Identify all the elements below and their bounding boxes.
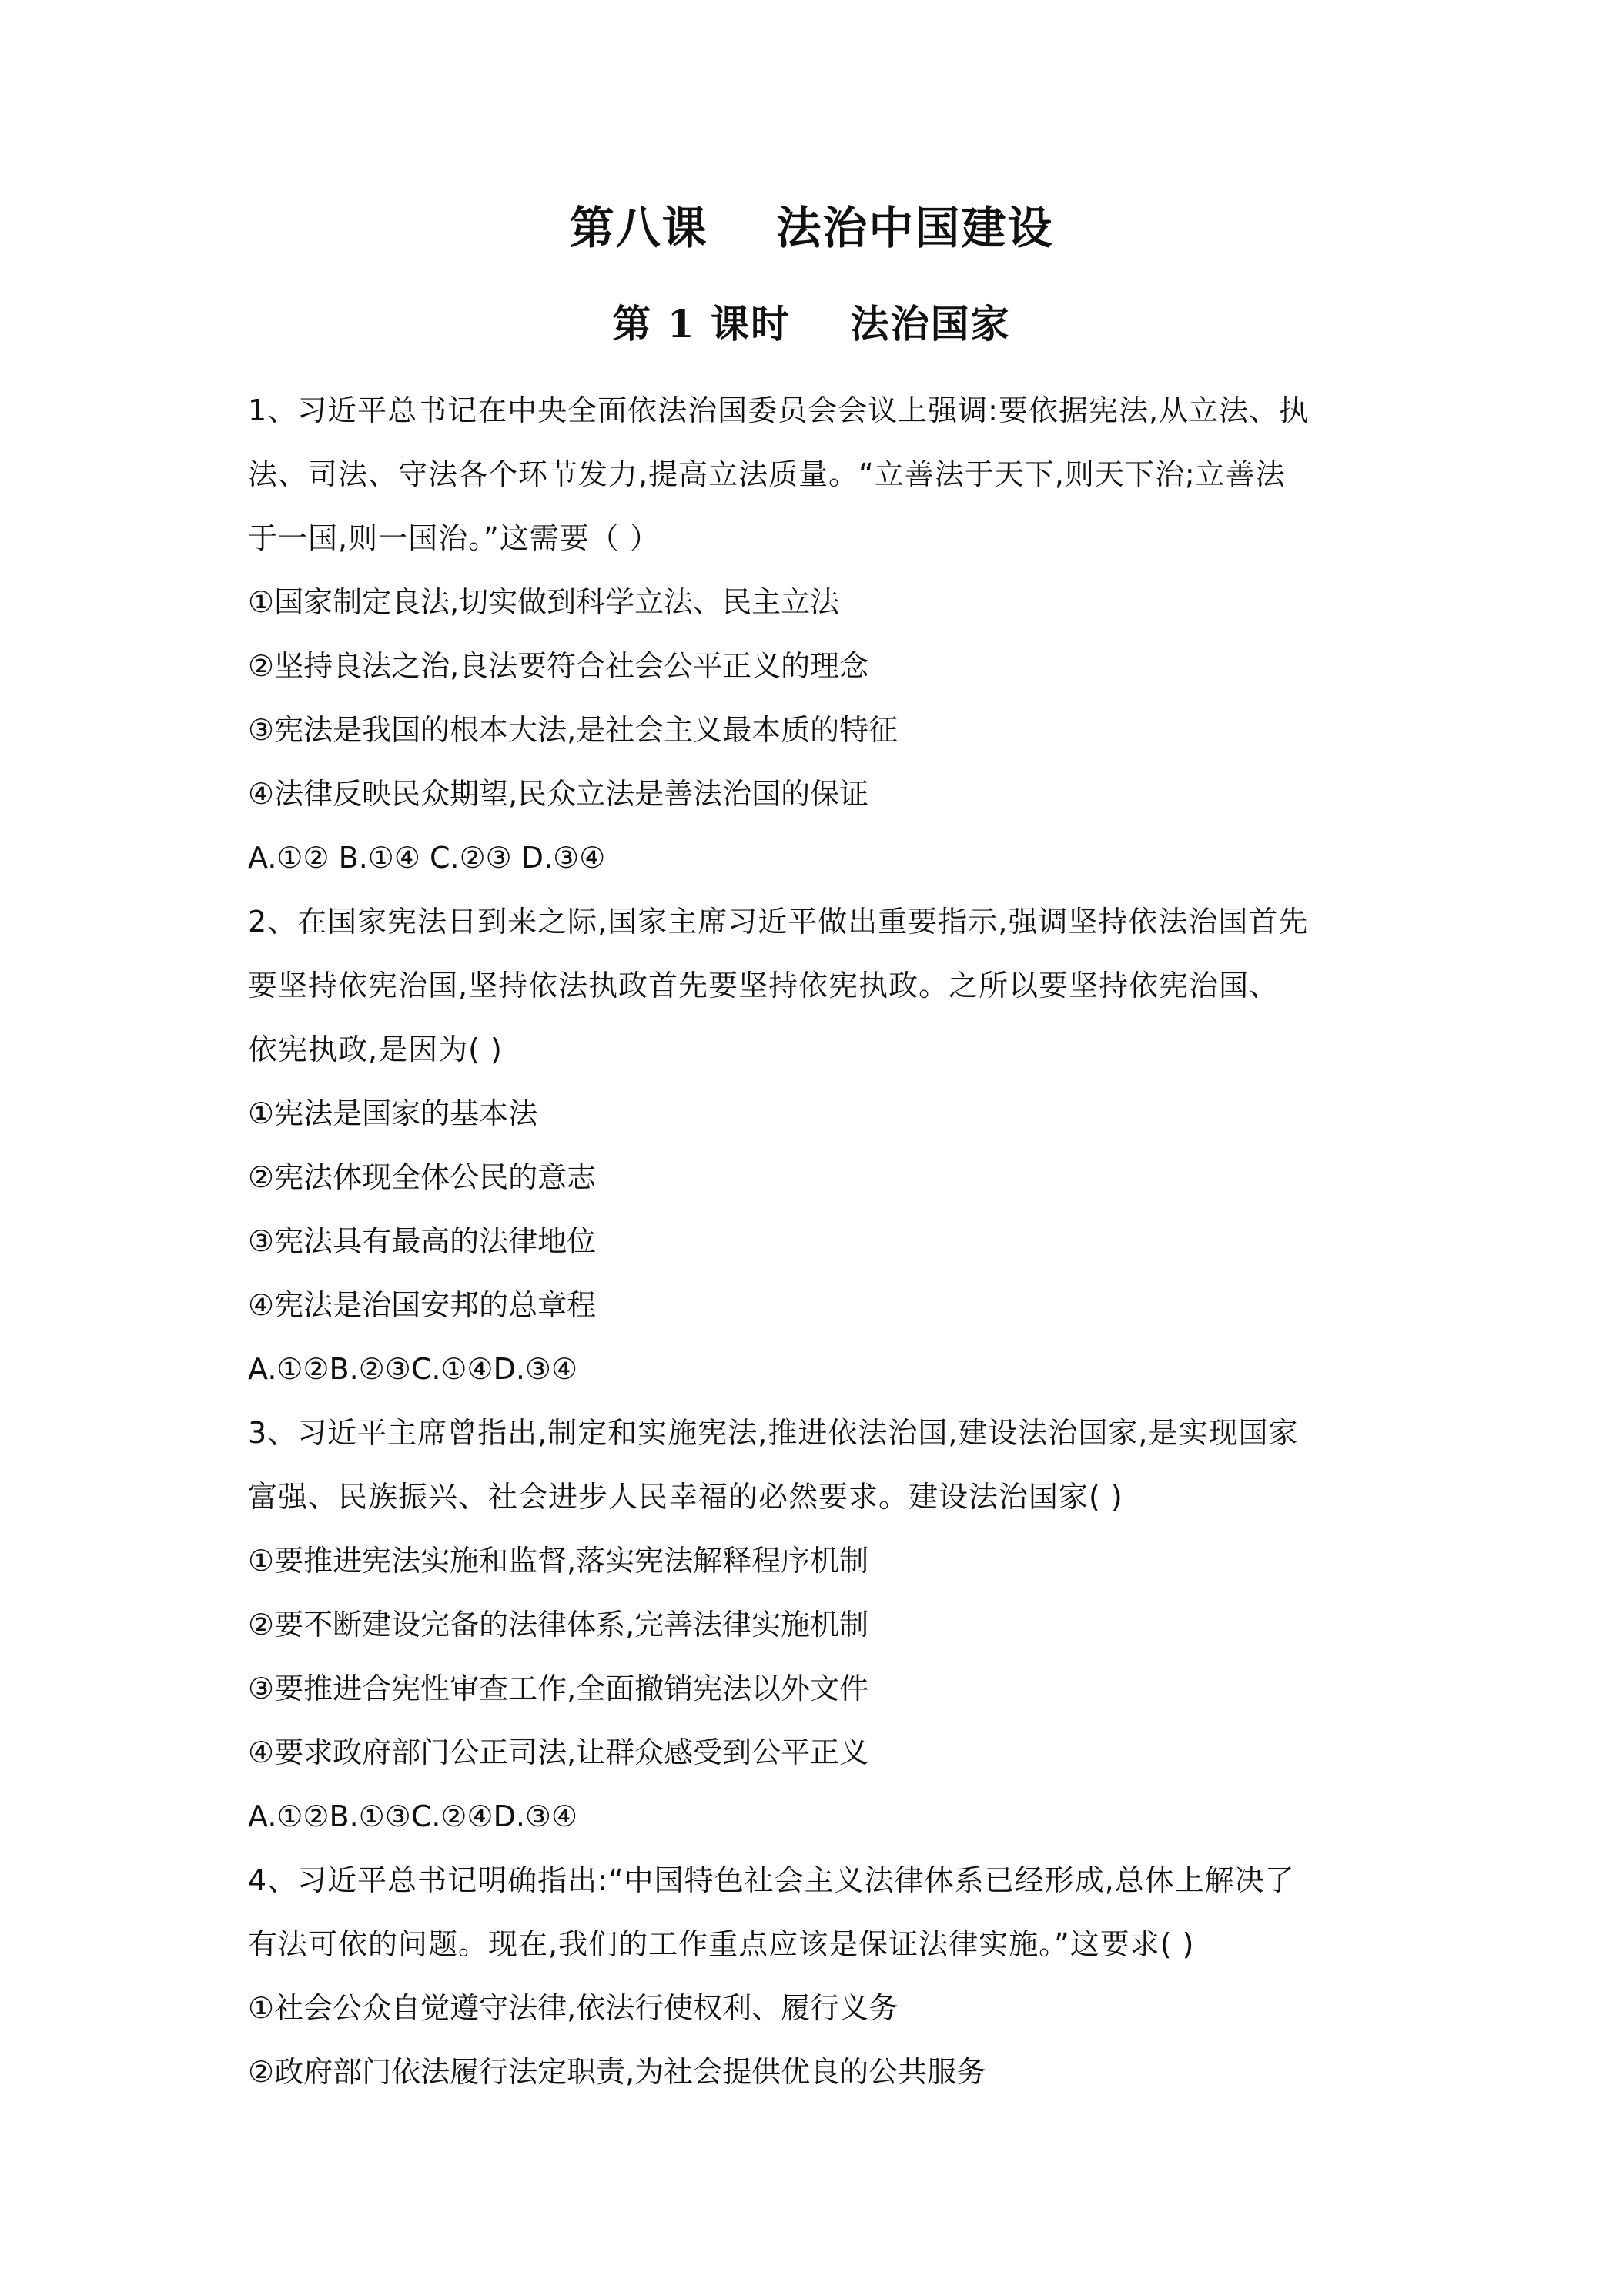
- question-list: [248, 379, 1387, 2104]
- question-stem-line: 富强、民族振兴、社会进步人民幸福的必然要求。建设法治国家( ): [248, 1480, 1123, 1514]
- statement-item: ③宪法是我国的根本大法,是社会主义最本质的特征: [248, 713, 899, 747]
- question-stem-line: 1、习近平总书记在中央全面依法治国委员会会议上强调:要依据宪法,从立法、执: [248, 393, 1310, 427]
- answer-choices: A.①②B.①③C.②④D.③④: [248, 1799, 578, 1833]
- statement-item: ①宪法是国家的基本法: [248, 1096, 538, 1130]
- statement-item: ②宪法体现全体公民的意志: [248, 1160, 597, 1194]
- statement-item: ③宪法具有最高的法律地位: [248, 1224, 597, 1258]
- answer-choices: A.①② B.①④ C.②③ D.③④: [248, 841, 606, 875]
- answer-choices: A.①②B.②③C.①④D.③④: [248, 1352, 578, 1386]
- statement-item: ②政府部门依法履行法定职责,为社会提供优良的公共服务: [248, 2055, 986, 2089]
- statement-item: ①国家制定良法,切实做到科学立法、民主立法: [248, 585, 840, 619]
- statement-item: ③要推进合宪性审查工作,全面撤销宪法以外文件: [248, 1672, 869, 1705]
- question-4: [248, 1849, 1387, 2104]
- question-stem-line: 法、司法、守法各个环节发力,提高立法质量。“立善法于天下,则天下治;立善法: [248, 457, 1286, 491]
- question-stem-line: 于一国,则一国治。”这需要（ ）: [248, 521, 660, 555]
- question-stem-line: 有法可依的问题。现在,我们的工作重点应该是保证法律实施。”这要求( ): [248, 1927, 1195, 1961]
- question-stem-line: 3、习近平主席曾指出,制定和实施宪法,推进依法治国,建设法治国家,是实现国家: [248, 1416, 1299, 1450]
- section-title: 第 1 课时 法治国家: [612, 301, 1011, 346]
- statement-item: ②要不断建设完备的法律体系,完善法律实施机制: [248, 1608, 869, 1642]
- question-stem-line: 依宪执政,是因为( ): [248, 1033, 503, 1066]
- statement-item: ②坚持良法之治,良法要符合社会公平正义的理念: [248, 649, 869, 683]
- question-2: [248, 890, 1387, 1401]
- question-1: [248, 379, 1387, 890]
- question-3: [248, 1401, 1387, 1849]
- statement-item: ④宪法是治国安邦的总章程: [248, 1288, 597, 1322]
- question-stem-line: 要坚持依宪治国,坚持依法执政首先要坚持依宪执政。之所以要坚持依宪治国、: [248, 969, 1280, 1002]
- statement-item: ④法律反映民众期望,民众立法是善法治国的保证: [248, 777, 869, 811]
- statement-item: ①社会公众自觉遵守法律,依法行使权利、履行义务: [248, 1991, 899, 2025]
- statement-item: ④要求政府部门公正司法,让群众感受到公平正义: [248, 1735, 869, 1769]
- lesson-title: 第八课 法治中国建设: [569, 202, 1054, 254]
- question-stem-line: 2、在国家宪法日到来之际,国家主席习近平做出重要指示,强调坚持依法治国首先: [248, 905, 1309, 939]
- question-stem-line: 4、习近平总书记明确指出:“中国特色社会主义法律体系已经形成,总体上解决了: [248, 1863, 1295, 1897]
- statement-item: ①要推进宪法实施和监督,落实宪法解释程序机制: [248, 1544, 869, 1578]
